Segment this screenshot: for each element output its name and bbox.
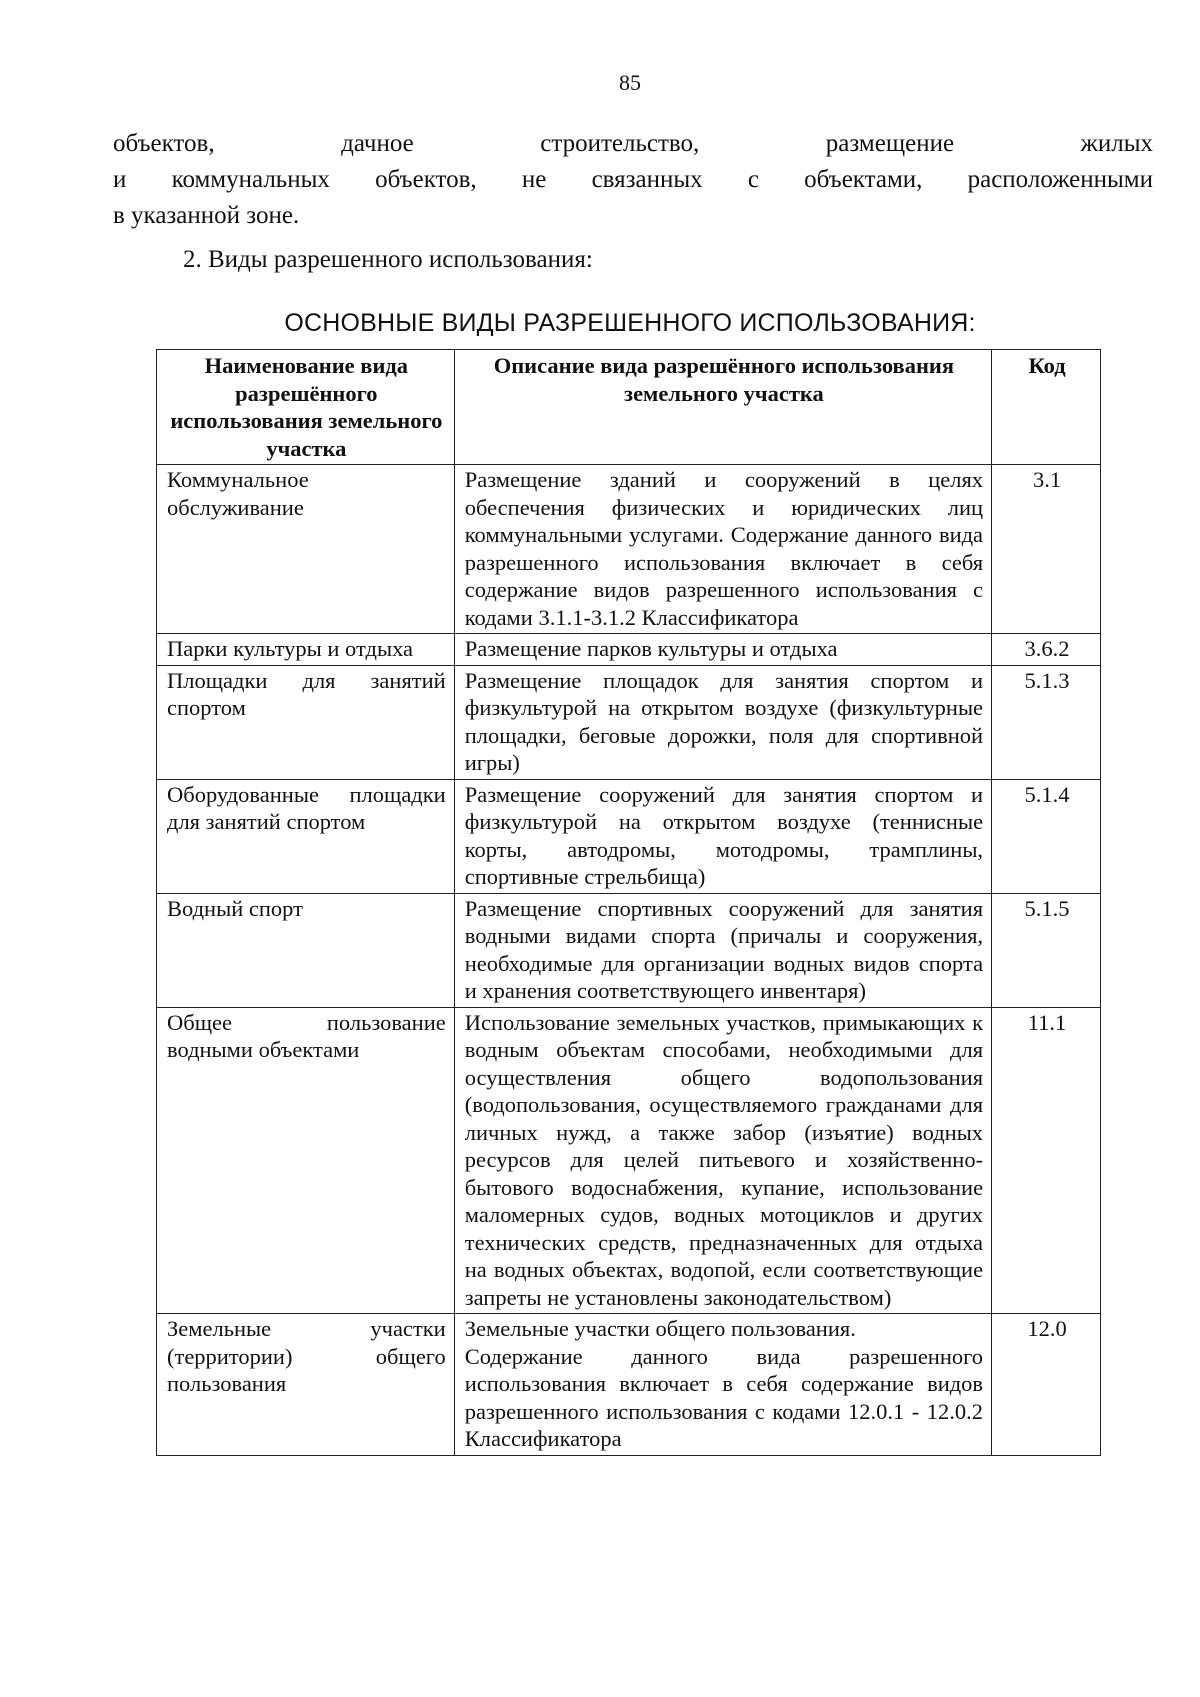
page-number: 85 bbox=[619, 70, 641, 95]
cell-name: Общее пользование водными объектами bbox=[157, 1007, 455, 1314]
header-name: Наименование вида разрешённого использования земельного участка bbox=[157, 350, 455, 465]
cell-description-line-1: Земельные участки общего пользования. bbox=[464, 1316, 856, 1341]
cell-code: 3.6.2 bbox=[992, 634, 1101, 666]
cell-name: Земельные участки (территории) общего пользования bbox=[157, 1314, 455, 1456]
cell-code: 12.0 bbox=[992, 1314, 1101, 1456]
cell-code: 5.1.4 bbox=[992, 779, 1101, 893]
cell-description-body: Содержание данного вида разрешенного использования включает в себя содержание видов разрешенного использования с кодами 12.0.1 - 12.0.2 Классификатора bbox=[464, 1343, 984, 1451]
table-row bbox=[157, 779, 1101, 893]
intro-line-3: в указанной зоне. bbox=[113, 202, 300, 229]
cell-name: Водный спорт bbox=[157, 893, 455, 1007]
table-row bbox=[157, 893, 1101, 1007]
intro-line-1: объектов, дачное строительство, размещение жилых bbox=[113, 130, 1153, 157]
cell-code: 5.1.3 bbox=[992, 665, 1101, 779]
cell-name: Коммунальное обслуживание bbox=[157, 465, 455, 634]
table-header-row bbox=[157, 350, 1101, 465]
table-row bbox=[157, 665, 1101, 779]
header-code: Код bbox=[992, 350, 1101, 465]
cell-description: Использование земельных участков, примыкающих к водным объектам способами, необходимыми для осуществления общего водопользования (водопользования, осуществляемого гражданами для личных нужд, а также забор (изъятие) водных ресурсов для целей питьевого и хозяйственно-бытового водоснабжения, купание, использование маломерных судов, водных мотоциклов и других технических средств, предназначенных для отдыха на водных объектах, водопой, если соответствующие запреты не установлены законодательством) bbox=[454, 1007, 991, 1314]
cell-description: Размещение спортивных сооружений для занятия водными видами спорта (причалы и сооружения, необходимые для организации водных видов спорта и хранения соответствующего инвентаря) bbox=[454, 893, 991, 1007]
table-row bbox=[157, 465, 1101, 634]
table-row bbox=[157, 1314, 1101, 1456]
cell-description: Размещение парков культуры и отдыха bbox=[454, 634, 991, 666]
cell-name: Оборудованные площадки для занятий спортом bbox=[157, 779, 455, 893]
cell-description: Размещение площадок для занятия спортом и физкультурой на открытом воздухе (физкультурные площадки, беговые дорожки, поля для спортивной игры) bbox=[454, 665, 991, 779]
table-row bbox=[157, 634, 1101, 666]
table-row bbox=[157, 1007, 1101, 1314]
intro-paragraph bbox=[113, 126, 1153, 234]
cell-code: 3.1 bbox=[992, 465, 1101, 634]
cell-code: 11.1 bbox=[992, 1007, 1101, 1314]
header-description: Описание вида разрешённого использования земельного участка bbox=[454, 350, 991, 465]
list-item-2: 2. Виды разрешенного использования: bbox=[183, 246, 593, 273]
cell-description: Размещение зданий и сооружений в целях обеспечения физических и юридических лиц коммунальными услугами. Содержание данного вида разрешенного использования включает в себя содержание видов разрешенного использования с кодами 3.1.1-3.1.2 Классификатора bbox=[454, 465, 991, 634]
table-title: ОСНОВНЫЕ ВИДЫ РАЗРЕШЕННОГО ИСПОЛЬЗОВАНИЯ: bbox=[284, 309, 976, 337]
cell-code: 5.1.5 bbox=[992, 893, 1101, 1007]
cell-description bbox=[454, 1314, 991, 1456]
intro-line-2: и коммунальных объектов, не связанных с объектами, расположенными bbox=[113, 166, 1153, 193]
land-use-table bbox=[156, 349, 1101, 1456]
cell-description: Размещение сооружений для занятия спортом и физкультурой на открытом воздухе (теннисные корты, автодромы, мотодромы, трамплины, спортивные стрельбища) bbox=[454, 779, 991, 893]
cell-name: Площадки для занятий спортом bbox=[157, 665, 455, 779]
cell-name: Парки культуры и отдыха bbox=[157, 634, 455, 666]
